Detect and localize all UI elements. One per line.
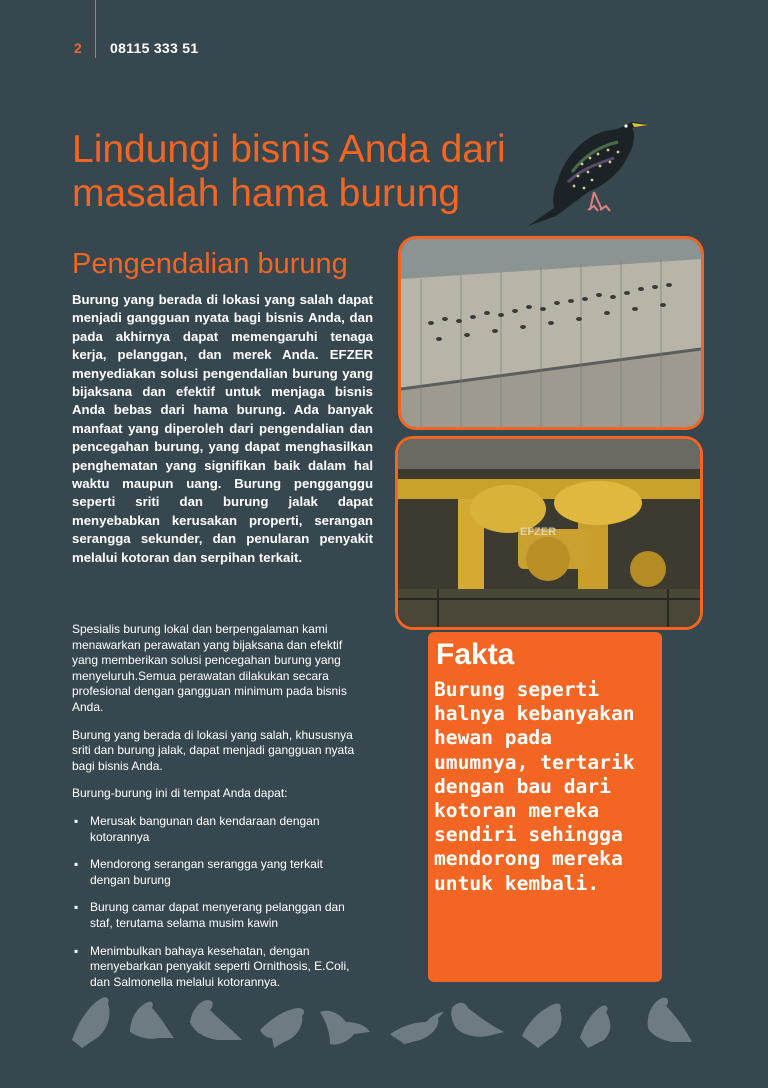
page-number: 2 — [74, 40, 82, 56]
fact-title: Fakta — [436, 638, 515, 671]
bullet-icon: ▪ — [74, 900, 79, 915]
list-item-text: Menimbulkan bahaya kesehatan, dengan menyebarkan penyakit seperti Ornithosis, E.Coli, dan Salmonella melalui kotorannya. — [90, 943, 350, 989]
page-header — [0, 0, 768, 60]
list-item-text: Burung camar dapat menyerang pelanggan dan staf, terutama selama musim kawin — [90, 900, 345, 930]
bullet-icon: ▪ — [74, 813, 79, 828]
body-paragraph: Spesialis burung lokal dan berpengalaman kami menawarkan perawatan yang bijaksana dan efektif yang memberikan solusi pencegahan burung yang menyeluruh.Semua perawatan dilakukan secara profesional dengan gangguan minimum pada bisnis Anda. — [72, 622, 347, 714]
section-heading: Pengendalian burung — [72, 248, 348, 280]
bullet-icon: ▪ — [74, 943, 79, 958]
list-item — [72, 944, 362, 991]
bird-silhouettes-decoration — [68, 992, 698, 1052]
header-divider — [95, 0, 96, 58]
list-item-text: Mendorong serangan serangga yang terkait dengan burung — [90, 857, 323, 887]
starling-illustration — [522, 112, 650, 230]
page-title: Lindungi bisnis Anda dari masalah hama burung — [72, 128, 506, 215]
bullet-icon: ▪ — [74, 857, 79, 872]
fact-text: Burung seperti halnya kebanyakan hewan pada umumnya, tertarik dengan bau dari kotoran mereka sendiri sehingga mendorong mereka untuk kembali. — [434, 678, 635, 895]
fact-box — [428, 632, 662, 982]
industrial-pipes-photo — [395, 436, 703, 630]
bullet-list — [72, 814, 362, 990]
photo-watermark: EFZER — [520, 526, 557, 538]
intro-paragraph: Burung yang berada di lokasi yang salah dapat menjadi gangguan nyata bagi bisnis Anda, dan pada akhirnya dapat memengaruhi tenaga kerja, pelanggan, dan merek Anda. EFZER menyediakan solusi pengendalian burung yang bijaksana dan efektif untuk menjaga bisnis Anda bebas dari hama burung. Ada banyak manfaat yang diperoleh dari pengendalian dan pencegahan burung, yang dapat menghasilkan penghematan yang signifikan baik dalam hal waktu maupun uang. Burung pengganggu seperti sriti dan burung jalak dapat menyebabkan kerusakan properti, serangan serangga sekunder, dan penularan penyakit melalui kotoran dan serpihan terkait. — [72, 292, 373, 565]
list-item — [72, 814, 362, 845]
birds-on-ledge-photo — [398, 236, 704, 430]
list-item — [72, 900, 362, 931]
body-paragraph: Burung yang berada di lokasi yang salah, khususnya sriti dan burung jalak, dapat menjadi gangguan nyata bagi bisnis Anda. — [72, 727, 355, 773]
body-paragraph: Burung-burung ini di tempat Anda dapat: — [72, 786, 288, 801]
list-item-text: Merusak bangunan dan kendaraan dengan kotorannya — [90, 813, 320, 844]
phone-number: 08115 333 51 — [110, 40, 199, 56]
body-text — [72, 622, 362, 1002]
list-item — [72, 857, 362, 888]
